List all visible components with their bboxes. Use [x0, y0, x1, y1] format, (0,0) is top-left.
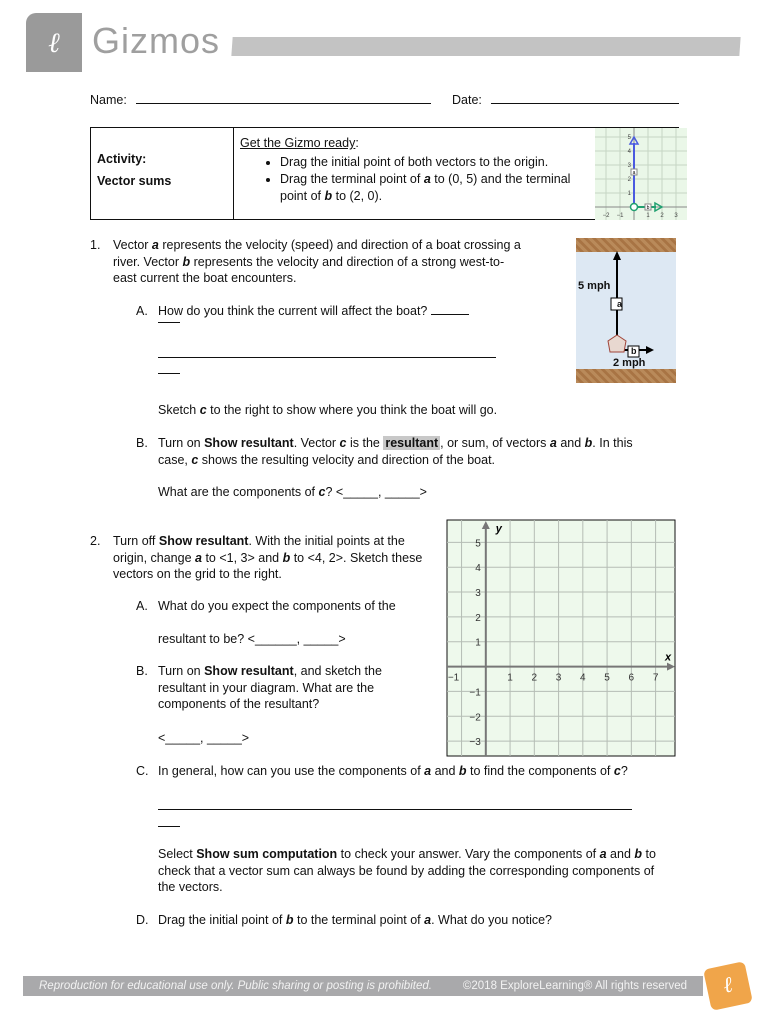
coordinate-grid [440, 515, 680, 760]
q2c-text: In general, how can you use the components of a and b to find the components of c? [158, 764, 628, 778]
vector-b-label: b [646, 205, 650, 211]
name-field[interactable] [90, 93, 431, 107]
y-tick-label: −2 [469, 712, 481, 724]
y-tick-label: −1 [469, 687, 481, 699]
vector-a-tag: a [617, 299, 623, 309]
q1a-answer-line[interactable] [158, 357, 496, 358]
date-field[interactable] [452, 93, 679, 107]
activity-table [90, 127, 679, 220]
q2c-letter: C. [136, 764, 149, 778]
x-tick-label: 2 [531, 672, 538, 684]
mini-y-tick: 3 [627, 163, 631, 169]
ready-title: Get the Gizmo ready [240, 136, 356, 150]
mini-y-tick: 2 [627, 177, 631, 183]
q2-select-text: Select Show sum computation to check your answer. Vary the components of a and b to check that a vector sum can always be found by adding the corresponding components of the vectors. [158, 847, 656, 894]
y-tick-label: 2 [475, 612, 481, 624]
grid-background [447, 520, 675, 756]
q1a-question: How do you think the current will affect the boat? [158, 303, 469, 320]
header-banner [231, 37, 740, 56]
q1a-answer-line[interactable] [158, 373, 180, 374]
q1a-letter: A. [136, 304, 148, 318]
activity-name: Vector sums [97, 174, 172, 188]
mini-x-tick: 1 [646, 213, 650, 219]
q2-number: 2. [90, 534, 101, 548]
q2a-text: What do you expect the components of the [158, 599, 396, 613]
name-blank[interactable] [136, 103, 431, 104]
q1a-answer-line[interactable] [158, 322, 180, 323]
vector-b-tag: b [631, 346, 637, 356]
x-axis-label: x [665, 651, 672, 664]
setup-steps [240, 154, 600, 205]
date-label: Date: [452, 93, 482, 107]
mini-y-tick: 5 [627, 135, 631, 141]
instructions-cell: Get the Gizmo ready: • Drag the initial point of both vectors to the origin. • Drag the terminal point of a to (0, 5) and the terminal point of b to (2, 0). −2 −1 1 2 3 1 2 3 4 5 a b [234, 128, 679, 220]
y-tick-label: 1 [475, 637, 481, 649]
mini-x-tick: −1 [616, 213, 624, 219]
name-label: Name: [90, 93, 127, 107]
x-tick-label: 6 [628, 672, 635, 684]
speed-a-label: 5 mph [578, 280, 611, 292]
x-tick-label: 3 [555, 672, 562, 684]
y-tick-label: −3 [469, 737, 481, 749]
q2b-answer: <_____, _____> [158, 731, 250, 745]
q2d-letter: D. [136, 913, 149, 927]
q1-sketch-text: Sketch c to the right to show where you think the boat will go. [158, 403, 498, 417]
setup-step: • Drag the initial point of both vectors to the origin. [280, 154, 600, 171]
y-tick-label: 4 [475, 563, 481, 575]
q1b-components: What are the components of c? <_____, _____> [158, 485, 427, 499]
mini-y-tick: 1 [627, 191, 631, 197]
activity-cell [91, 128, 234, 220]
q2c-answer-line[interactable] [158, 809, 632, 810]
x-tick-label: 7 [652, 672, 659, 684]
brand-title: Gizmos [92, 20, 221, 61]
q2c-answer-line[interactable] [158, 826, 180, 827]
q1b-letter: B. [136, 436, 148, 450]
setup-step: • Drag the terminal point of a to (0, 5) and the terminal point of b to (2, 0). [280, 171, 600, 205]
mini-y-tick: 4 [627, 149, 631, 155]
y-tick-label: 3 [475, 588, 481, 600]
q2-text: Turn off Show resultant. With the initial points at the origin, change a to <1, 3> and b to <4, 2>. Sketch these vectors on the grid to the right. [113, 534, 423, 581]
speed-b-label: 2 mph [613, 357, 646, 369]
q1-number: 1. [90, 238, 101, 252]
origin-handle [631, 204, 638, 211]
mini-x-tick: −2 [602, 213, 610, 219]
q2d-text: Drag the initial point of b to the terminal point of a. What do you notice? [158, 913, 552, 927]
x-tick-label: 5 [604, 672, 610, 684]
y-axis-label: y [495, 523, 502, 535]
x-tick-label: 4 [580, 672, 586, 684]
mini-gizmo-graph [595, 128, 687, 220]
q1-text: Vector a represents the velocity (speed) and direction of a boat crossing a river. Vector b represents the velocity and direction of a strong west-to-east current the boat encounters. [113, 238, 521, 285]
q2b-text: Turn on Show resultant, and sketch the resultant in your diagram. What are the components of the resultant? [158, 664, 382, 711]
q2a-letter: A. [136, 599, 148, 613]
q2b-letter: B. [136, 664, 148, 678]
footer-notice: Reproduction for educational use only. Public sharing or posting is prohibited. [39, 980, 432, 992]
river-diagram [576, 238, 676, 383]
q2a-answer: resultant to be? <______, _____> [158, 632, 346, 646]
gizmos-logo: ℓ [26, 13, 82, 72]
mini-x-tick: 2 [660, 213, 664, 219]
date-blank[interactable] [491, 103, 679, 104]
q1b-text: Turn on Show resultant. Vector c is the resultant , or sum, of vectors a and b. In this case, c shows the resulting velocity and direction of the boat. [158, 436, 633, 467]
vector-a-label: a [632, 170, 636, 176]
footer-logo: ℓ [703, 961, 753, 1011]
x-tick-label: 1 [507, 672, 513, 684]
y-tick-label: 5 [475, 538, 481, 550]
activity-label: Activity: [97, 152, 147, 166]
mini-x-tick: 3 [674, 213, 678, 219]
footer-copyright: ©2018 ExploreLearning® All rights reserved [462, 980, 687, 992]
x-tick-label: −1 [447, 672, 460, 684]
footer-bar [23, 976, 703, 996]
